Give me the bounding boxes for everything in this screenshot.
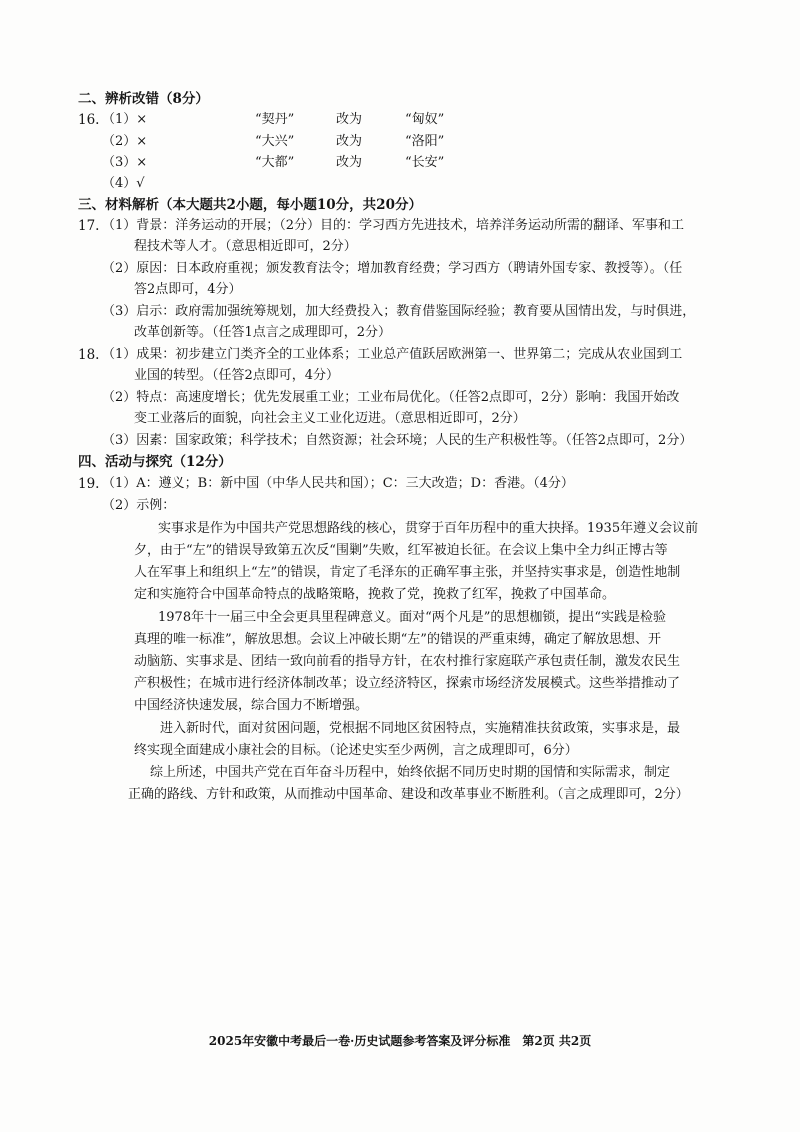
section-heading-3: 三、材料解析（本大题共2小题，每小题10分，共20分） [78,197,422,213]
answer-line: （2）原因：日本政府重视；颁发教育法令；增加教育经费；学习西方（聘请外国专家、教授等）。（任 [102,261,683,276]
essay-line: 夕，由于“左”的错误导致第五次反“围剿”失败，红军被迫长征。在会议上集中全力纠正博古等 [134,543,668,558]
original-term: “大兴” [255,134,295,149]
answer-line: 变工业落后的面貌，向社会主义工业化迈进。（意思相近即可，2分） [134,411,526,426]
correction-row [0,153,800,173]
change-verb: 改为 [336,112,363,127]
question-number: 17. [78,218,100,234]
correction-row [0,132,800,152]
essay-line: 综上所述，中国共产党在百年奋斗历程中，始终依据不同历史时期的国情和实际需求，制定 [150,765,671,780]
essay-line: 实事求是作为中国共产党思想路线的核心，贯穿于百年历程中的重大抉择。1935年遵义会议前 [158,521,699,536]
essay-line: 人在军事上和组织上“左”的错误，肯定了毛泽东的正确军事主张，并坚持实事求是，创造性地制 [134,565,681,580]
answer-line: （1）成果：初步建立门类齐全的工业体系；工业总产值跃居欧洲第一、世界第二；完成从农业国到工 [102,347,683,362]
answer-line: 程技术等人才。（意思相近即可，2分） [134,239,357,254]
page-footer: 2025年安徽中考最后一卷·历史试题参考答案及评分标准 第2页 共2页 [208,1034,592,1048]
essay-line: 进入新时代，面对贫困问题，党根据不同地区贫困特点，实施精准扶贫政策，实事求是，最 [160,721,681,736]
answer-line: （1）A：遵义；B：新中国（中华人民共和国）；C：三大改造；D：香港。（4分） [102,476,574,491]
section-heading-2: 二、辨析改错（8分） [78,91,209,107]
essay-line: 1978年十一届三中全会更具里程碑意义。面对“两个凡是”的思想枷锁，提出“实践是检验 [158,610,667,625]
question-number: 19. [78,476,100,492]
essay-line: 定和实施符合中国革命特点的战略策略，挽救了党，挽救了红军，挽救了中国革命。 [134,587,616,602]
essay-line: 产积极性；在城市进行经济体制改革；设立经济特区，探索市场经济发展模式。这些举措推动了 [134,676,681,691]
judgement-mark: （4）√ [102,176,145,191]
essay-line: 真理的唯一标准”，解放思想。会议上冲破长期“左”的错误的严重束缚，确定了解放思想、开 [134,632,661,647]
answer-line: （2）特点：高速度增长；优先发展重工业；工业布局优化。（任答2点即可，2分）影响：我国开始改 [102,390,680,405]
judgement-mark: （1）× [102,112,148,127]
correction-row [0,110,800,130]
answer-line: 答2点即可，4分） [134,282,242,297]
answer-line: 业国的转型。（任答2点即可，4分） [134,368,340,383]
correction-row [0,174,800,194]
question-number: 18. [78,347,100,363]
essay-line: 中国经济快速发展，综合国力不断增强。 [134,698,369,713]
answer-line: 改革创新等。（任答1点言之成理即可，2分） [134,325,392,340]
answer-line: （1）背景：洋务运动的开展；（2分）目的：学习西方先进技术，培养洋务运动所需的翻译、军事和工 [102,218,685,233]
original-term: “大都” [255,155,295,170]
answer-line: （2）示例： [102,498,176,513]
essay-line: 终实现全面建成小康社会的目标。（论述史实至少两例，言之成理即可，6分） [134,743,578,758]
answer-line: （3）因素：国家政策；科学技术；自然资源；社会环境；人民的生产积极性等。（任答2点即可，2分） [102,433,693,448]
essay-line: 动脑筋、实事求是、团结一致向前看的指导方针，在农村推行家庭联产承包责任制，激发农民生 [134,654,681,669]
corrected-term: “匈奴” [405,112,445,127]
essay-line: 正确的路线、方针和政策，从而推动中国革命、建设和改革事业不断胜利。（言之成理即可，2分） [128,787,689,802]
original-term: “契丹” [255,112,295,127]
answer-line: （3）启示：政府需加强统筹规划，加大经费投入；教育借鉴国际经验；教育要从国情出发，与时俱进， [102,304,696,319]
judgement-mark: （3）× [102,155,148,170]
question-number: 16. [78,112,100,128]
judgement-mark: （2）× [102,134,148,149]
corrected-term: “长安” [405,155,445,170]
corrected-term: “洛阳” [405,134,445,149]
section-heading-4: 四、活动与探究（12分） [78,454,232,470]
change-verb: 改为 [336,134,363,149]
change-verb: 改为 [336,155,363,170]
